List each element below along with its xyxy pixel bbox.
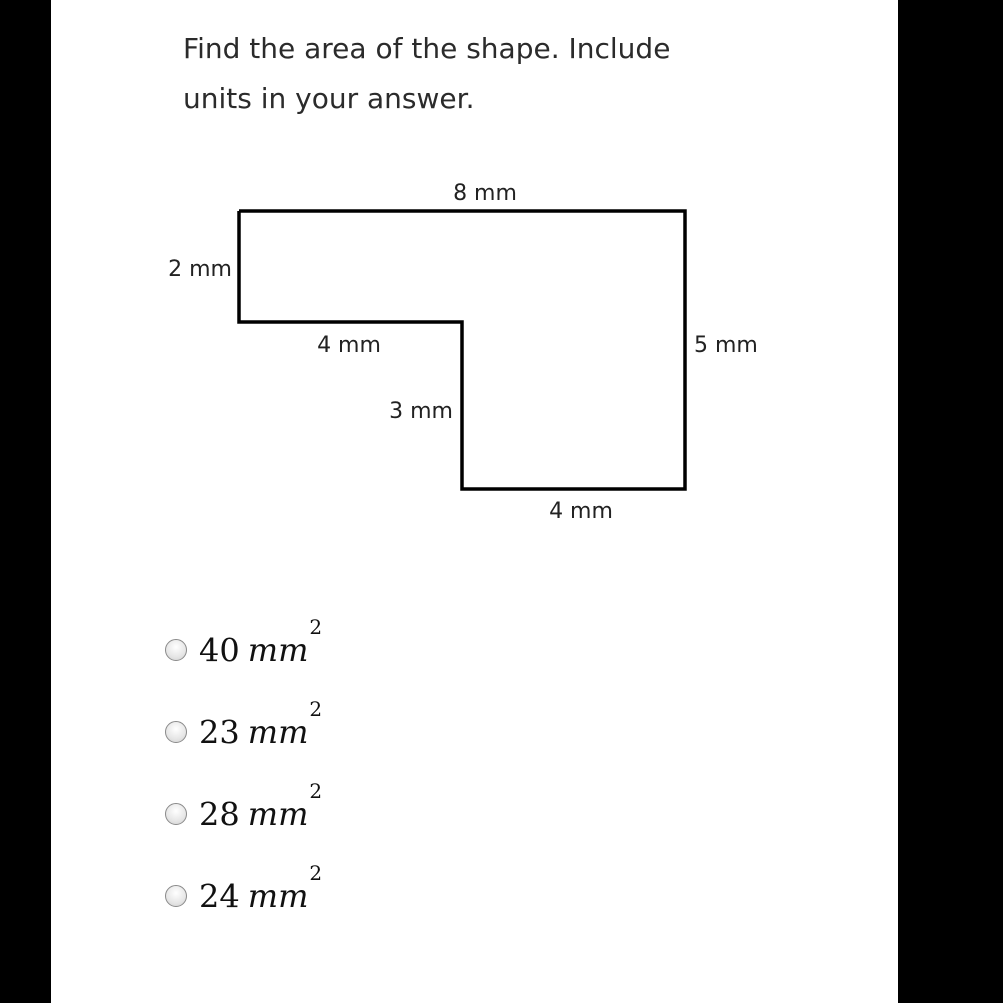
answer-label: 23 $mm^2$ [199,696,323,752]
radio-button[interactable] [165,639,187,661]
answer-label: 24 $mm^2$ [199,860,323,916]
label-top-8mm: 8 mm [453,181,517,206]
label-left-2mm: 2 mm [168,257,232,282]
radio-button[interactable] [165,885,187,907]
label-right-5mm: 5 mm [694,333,758,358]
answer-option[interactable] [165,614,323,670]
question-line-1: Find the area of the shape. Include [183,32,671,65]
answer-option[interactable] [165,696,323,752]
label-bottom-4mm: 4 mm [549,499,613,524]
radio-button[interactable] [165,803,187,825]
label-inner-vertical-3mm: 3 mm [389,399,453,424]
label-inner-horizontal-4mm: 4 mm [317,333,381,358]
question-line-2: units in your answer. [183,82,475,115]
answer-options [165,614,323,958]
answer-label: 40 $mm^2$ [199,614,323,670]
answer-option[interactable] [165,860,323,916]
answer-label: 28 $mm^2$ [199,778,323,834]
answer-option[interactable] [165,778,323,834]
l-shape-outline [239,211,685,489]
radio-button[interactable] [165,721,187,743]
